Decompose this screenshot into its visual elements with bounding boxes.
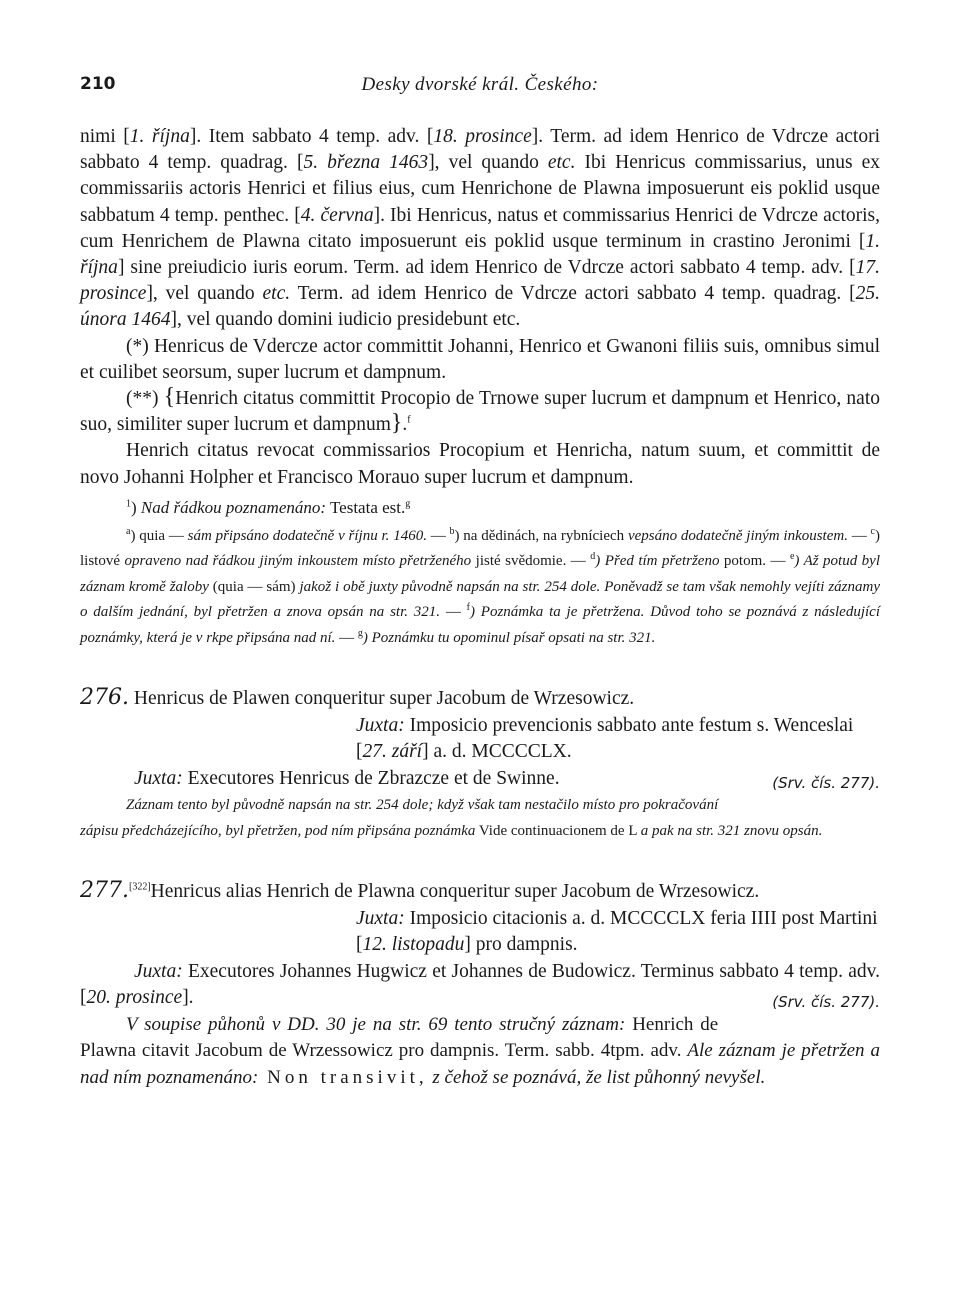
entry-juxta-imposicio: Juxta: Imposicio prevencionis sabbato ante festum s. Wenceslai [27. září] a. d. MCCCCLX.	[356, 714, 854, 763]
cross-reference: (Srv. čís. 277).	[772, 993, 880, 1012]
entry-number: 276.	[80, 685, 129, 711]
entry-277	[80, 878, 880, 1091]
entry-editorial-note: Záznam tento byl původně napsán na str. 254 dole; když však tam nestačilo místo pro pokračování zápisu předcházejícího, byl přetržen, pod ním připsána poznámka Vide continuacionem de L a pak na str. 321 znovu opsán.	[80, 797, 823, 840]
entry-title: 276. Henricus de Plawen conqueritur super Jacobum de Wrzesowicz.	[80, 685, 635, 711]
page-body	[80, 124, 880, 1091]
running-title: Desky dvorské král. Českého:	[361, 74, 599, 95]
entry-number: 277.	[80, 878, 129, 904]
cross-reference: (Srv. čís. 277).	[772, 773, 880, 792]
footnotes-apparatus: $^a$) quia — sám připsáno dodatečně v říjnu r. 1460. — $^b$) na dědinách, na rybníciech vepsáno dodatečně jiným inkoustem. — $^c$) listové opraveno nad řádkou jiným inkoustem místo přetrženého jisté svědomie. — $^d$) Před tím přetrženo potom. — $^e$) Až potud byl záznam kromě žaloby (quia — sám) jakož i obě juxty původně napsán na str. 254 dole. Poněvadž se tam však nemohly vejíti záznamy o dalším jednání, byl přetržen a znova opsán na str. 321. — $^f$) Poznámka ta je přetržena. Důvod toho se poznává z následující poznámky, která je v rkpe připsána nad ní. — $^g$) Poznámku tu opominul písař opsati na str. 321.	[80, 525, 880, 646]
page-header	[80, 74, 880, 102]
paragraph-revocation: Henrich citatus revocat commissarios Procopium et Henricha, natum suum, et committit de novo Johanni Holpher et Francisco Morauo super lucrum et dampnum.	[80, 440, 880, 488]
entry-juxta-executores: Juxta: Executores Johannes Hugwicz et Johannes de Budowicz. Terminus sabbato 4 temp. adv. [20. prosince]. (Srv. čís. 277).	[80, 959, 880, 1012]
source-page-ref: [322]	[128, 881, 151, 893]
page-number: 210	[80, 74, 116, 94]
paragraph-continuation: nimi [1. října]. Item sabbato 4 temp. adv. [18. prosince]. Term. ad idem Henrico de Vdrcze actori sabbato 4 temp. quadrag. [5. března 1463], vel quando etc. Ibi Henricus commissarius, unus ex commissariis actoris Henrici et filius eius, cum Henrichone de Plawna imposuerunt eis poklid usque sabbatum 4 temp. penthec. [4. června]. Ibi Henricus, natus et commissarius Henrici de Vdrcze actoris, cum Henrichem de Plawna citato imposuerunt eis poklid usque terminum in crastino Jeronimi [1. října] sine preiudicio iuris eorum. Term. ad idem Henrico de Vdrcze actori sabbato 4 temp. adv. [17. prosince], vel quando etc. Term. ad idem Henrico de Vdrcze actori sabbato 4 temp. quadrag. [25. února 1464], vel quando domini iudicio presidebunt etc.	[80, 126, 880, 331]
entry-editorial-note: V soupise půhonů v DD. 30 je na str. 69 tento stručný záznam: Henrich de Plawna citavit Jacobum de Wrzessowicz pro dampnis. Term. sabb. 4tpm. adv. Ale záznam je přetržen a nad ním poznamenáno: Non transivit, z čehož se poznává, že list půhonný nevyšel.	[80, 1013, 880, 1088]
paragraph-commission-2: (**) {Henrich citatus committit Procopio de Trnowe super lucrum et dampnum et Henrico, nato suo, similiter super lucrum et dampnum}.$^f$	[80, 384, 880, 437]
entry-juxta-imposicio: Juxta: Imposicio citacionis a. d. MCCCCLX feria IIII post Martini [12. listopadu] pro dampnis.	[356, 907, 878, 956]
entry-276	[80, 685, 880, 844]
entry-juxta-executores: (Srv. čís. 277). Juxta: Executores Henricus de Zbrazcze et de Swinne.	[80, 766, 880, 793]
footnote-1: $^1$) Nad řádkou poznamenáno: Testata est.$^g$	[126, 497, 411, 517]
entry-title: 277.[322]Henricus alias Henrich de Plawna conqueritur super Jacobum de Wrzesowicz.	[80, 878, 760, 904]
paragraph-commission-1: (*) Henricus de Vdercze actor committit Johanni, Henrico et Gwanoni filiis suis, omnibus simul et cuilibet seorsum, super lucrum et dampnum.	[80, 335, 880, 383]
